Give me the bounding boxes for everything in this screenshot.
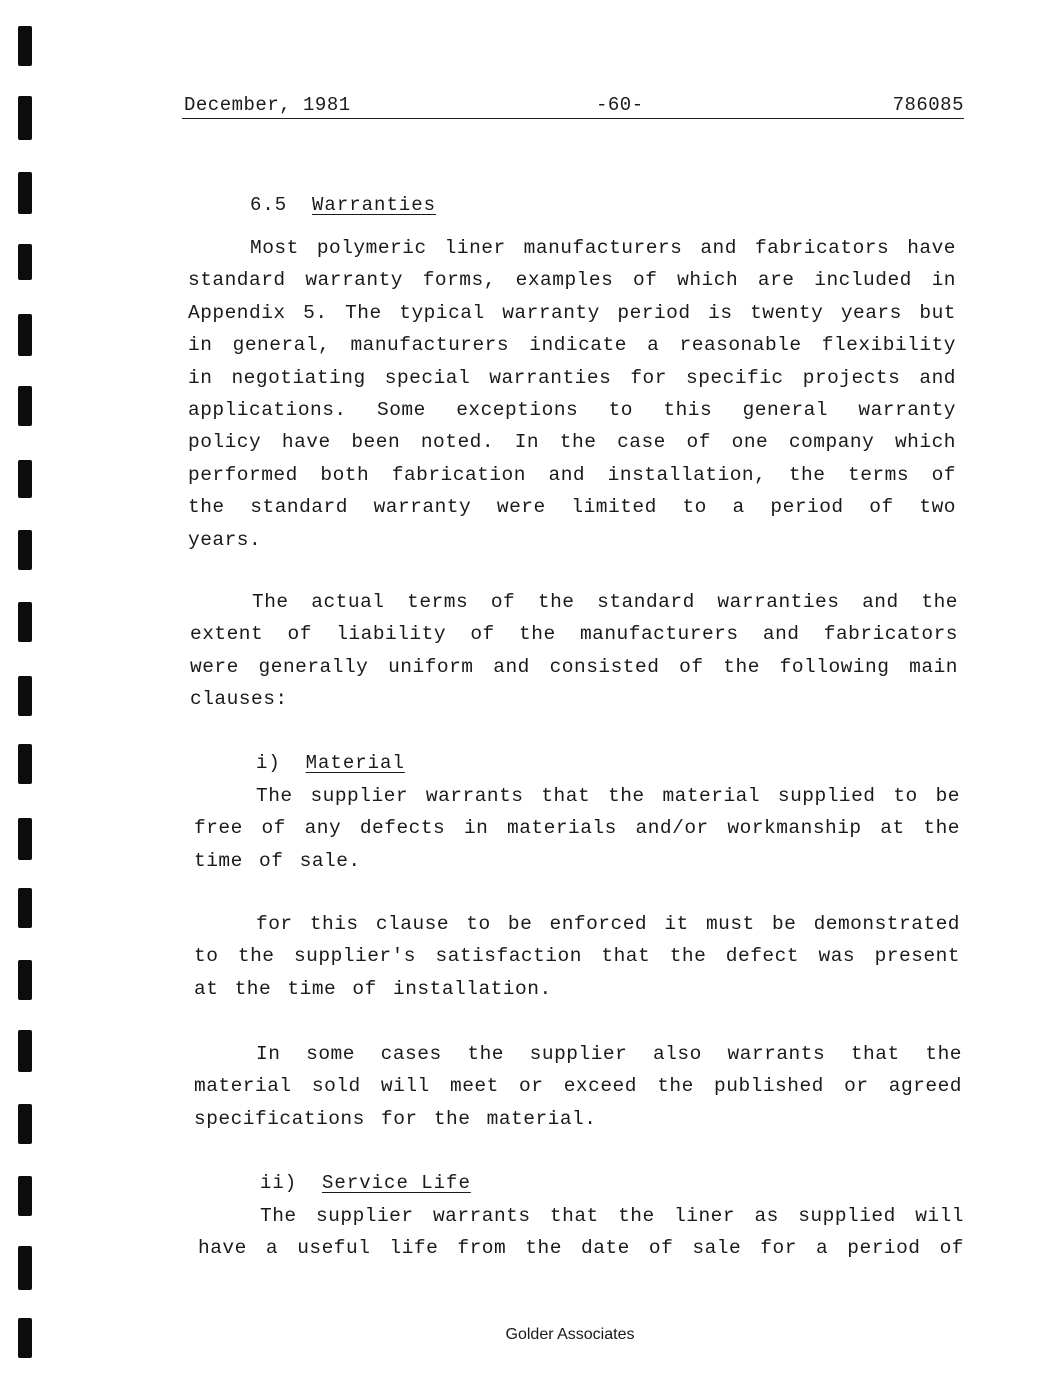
page-header	[182, 92, 964, 119]
clause-1-label: i)	[256, 752, 281, 774]
clause-1-paragraph-2	[194, 908, 960, 1005]
section-number: 6.5	[250, 194, 288, 216]
clause-2-title: Service Life	[322, 1172, 471, 1194]
clause-1-heading	[256, 752, 405, 774]
header-page-number: -60-	[596, 94, 644, 116]
clause-1-paragraph-1-text: The supplier warrants that the material supplied to be free of any defects in materials and/or workmanship at the time of sale.	[194, 785, 960, 872]
clause-1-paragraph-3-text: In some cases the supplier also warrants that the material sold will meet or exceed the published or agreed specifications for the material.	[194, 1043, 962, 1130]
section-heading	[250, 194, 436, 216]
header-date: December, 1981	[184, 94, 351, 116]
section-title: Warranties	[312, 194, 437, 216]
paragraph-2-text: The actual terms of the standard warranties and the extent of liability of the manufacturers and fabricators were generally uniform and consisted of the following main clauses:	[190, 591, 958, 711]
clause-2-label: ii)	[260, 1172, 298, 1194]
clause-2-paragraph-1-text: The supplier warrants that the liner as supplied will have a useful life from the date of sale for a period of	[198, 1205, 964, 1260]
clause-1-paragraph-1	[194, 780, 960, 877]
clause-2-paragraph-1	[198, 1200, 964, 1265]
page-footer: Golder Associates	[505, 1326, 635, 1343]
binding-holes	[18, 0, 38, 1380]
paragraph-1-text: Most polymeric liner manufacturers and fabricators have standard warranty forms, examples of which are included in Appendix 5. The typical warranty period is twenty years but in general, manufacturers indicate a reasonable flexibility in negotiating special warranties for specific projects and applications. Some exceptions to this general warranty policy have been noted. In the case of one company which performed both fabrication and installation, the terms of the standard warranty were limited to a period of two years.	[188, 237, 956, 551]
header-document-number: 786085	[892, 94, 964, 116]
clause-1-paragraph-2-text: for this clause to be enforced it must be demonstrated to the supplier's satisfaction that the defect was present at the time of installation.	[194, 913, 960, 1000]
clause-1-paragraph-3	[194, 1038, 962, 1135]
clause-1-title: Material	[305, 752, 405, 774]
paragraph-1	[188, 232, 956, 556]
paragraph-2	[190, 586, 958, 716]
clause-2-heading	[260, 1172, 471, 1194]
